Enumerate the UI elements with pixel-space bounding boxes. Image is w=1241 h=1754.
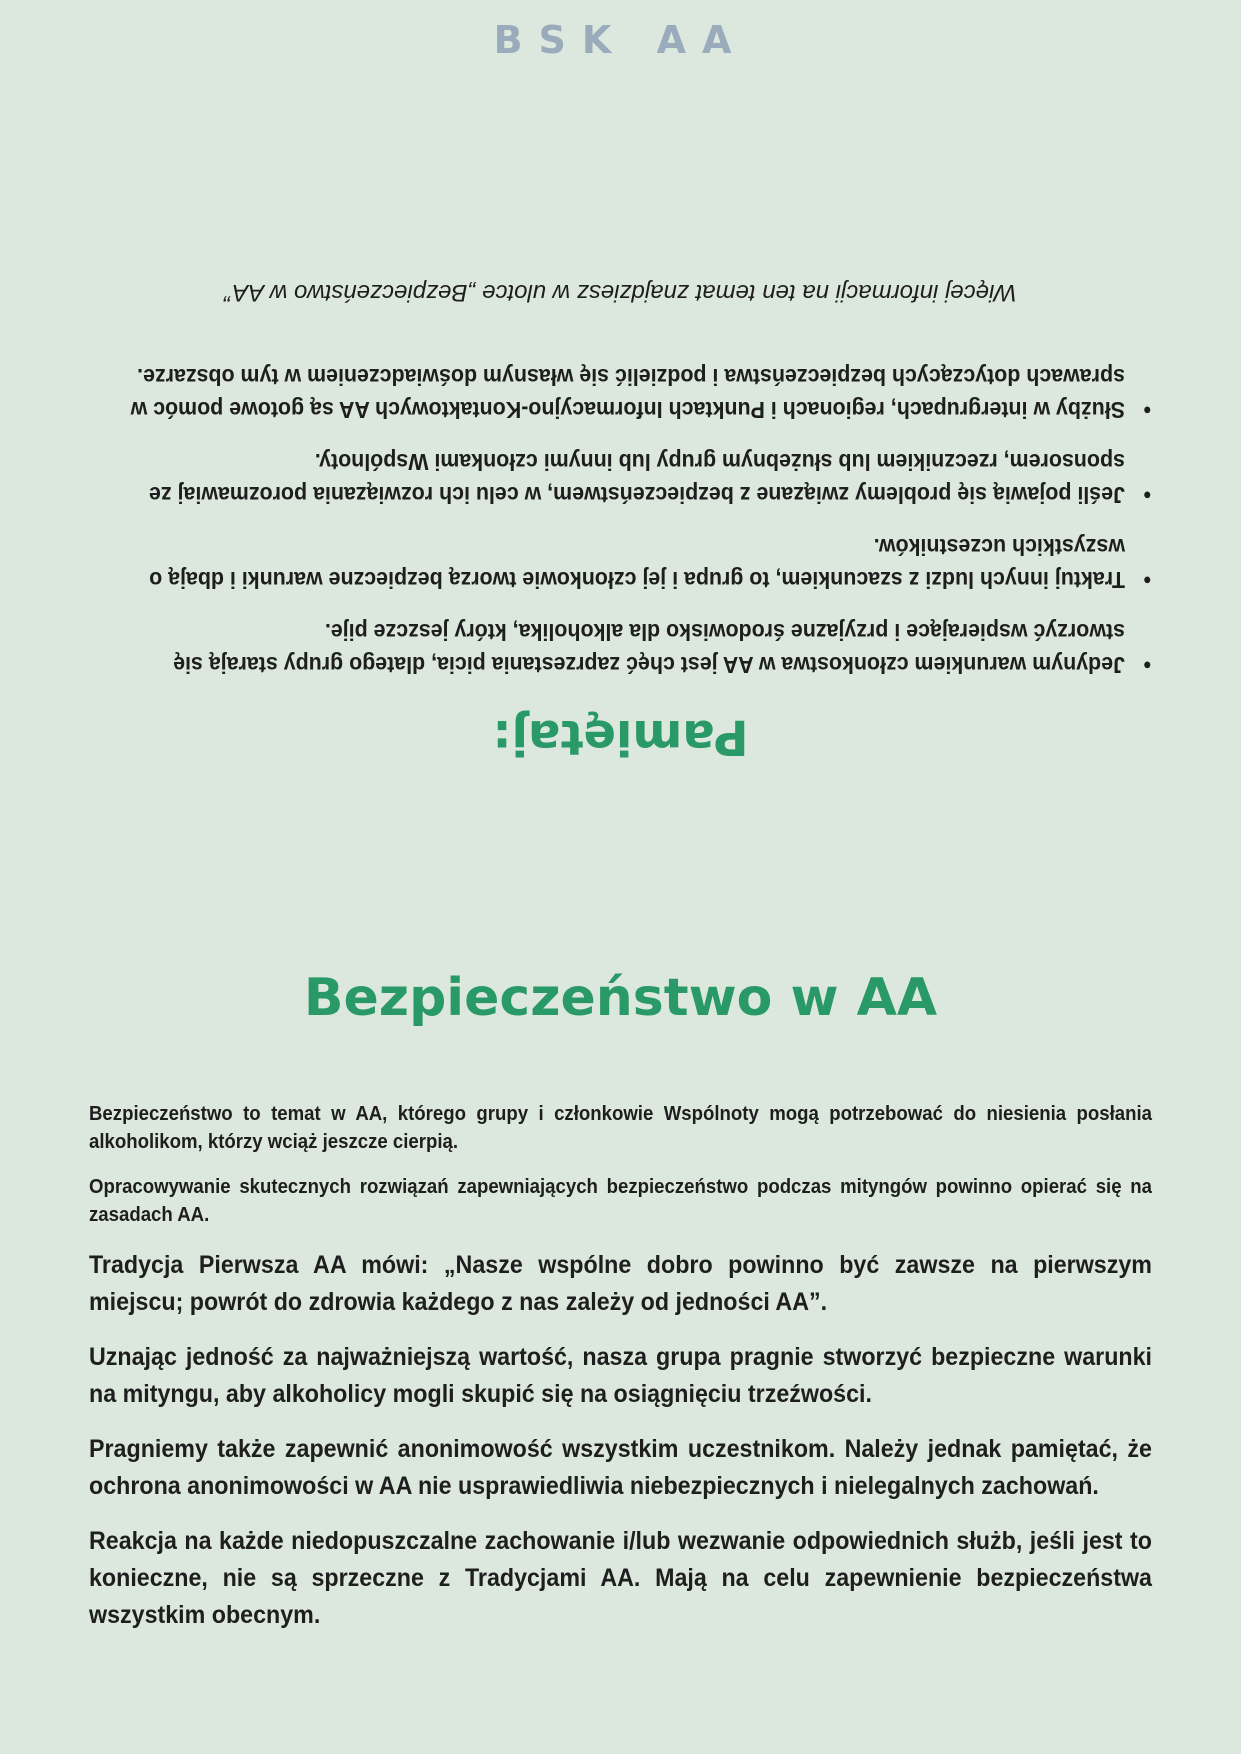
bullet-item: • Traktuj innych ludzi z szacunkiem, to grupa i jej członkowie tworzą bezpieczne warunki i dbają o wszystkich uczestników.	[95, 530, 1151, 596]
bullet-dot-icon: •	[1143, 567, 1151, 593]
paragraph-reaction: Reakcja na każde niedopuszczalne zachowanie i/lub wezwanie odpowiednich służb, jeśli jest to konieczne, nie są sprzeczne z Tradycjami AA. Mają na celu zapewnienie bezpieczeństwa wszystkim obecnym.	[89, 1527, 1152, 1629]
page-title: Bezpieczeństwo w AA	[303, 968, 938, 1028]
reversed-heading: Pamiętaj:	[492, 709, 749, 765]
tradition-lead: Tradycja Pierwsza AA mówi:	[89, 1251, 429, 1279]
bullet-dot-icon: •	[1143, 397, 1151, 423]
bullet-dot-icon: •	[1143, 652, 1151, 678]
bullet-item: • Jedynym warunkiem członkostwa w AA jest chęć zaprzestania picia, dlatego grupy starają się stworzyć wspierające i przyjazne środowisko dla alkoholika, który jeszcze pije.	[95, 615, 1151, 681]
bullet-item: • Jeśli pojawią się problemy związane z bezpieczeństwem, w celu ich rozwiązania porozmawiaj ze sponsorem, rzecznikiem lub służebnym grupy lub innymi członkami Wspólnoty.	[95, 445, 1151, 511]
bullet-item: • Służby w intergrupach, regionach i Punktach Informacyjno-Kontaktowych AA są gotowe pomóc w sprawach dotyczących bezpieczeństwa i podzielić się własnym doświadczeniem w tym obszarze.	[95, 360, 1151, 426]
main-content	[89, 1100, 1152, 1634]
intro-paragraph-2: Opracowywanie skutecznych rozwiązań zapewniających bezpieczeństwo podczas mityngów powinno opierać się na zasadach AA.	[89, 1176, 1152, 1226]
bullet-dot-icon: •	[1143, 482, 1151, 508]
reversed-section	[0, 165, 1241, 765]
reversed-note: Więcej informacji na ten temat znajdziesz w ulotce „Bezpieczeństwo w AA”	[224, 279, 1017, 306]
logo-text: BSK AA	[493, 18, 748, 62]
paragraph-unity: Uznając jedność za najważniejszą wartość, nasza grupa pragnie stworzyć bezpieczne warunki na mityngu, aby alkoholicy mogli skupić się na osiągnięciu trzeźwości.	[89, 1343, 1152, 1408]
intro-paragraph-1: Bezpieczeństwo to temat w AA, którego grupy i członkowie Wspólnoty mogą potrzebować do niesienia posłania alkoholikom, którzy wciąż jeszcze cierpią.	[89, 1103, 1152, 1153]
tradition-text: „Nasze wspólne dobro powinno być zawsze na pierwszym miejscu; powrót do zdrowia każdego z nas zależy od jedności AA”.	[89, 1251, 1152, 1316]
tradition-paragraph	[89, 1247, 1152, 1321]
paragraph-anonymity: Pragniemy także zapewnić anonimowość wszystkim uczestnikom. Należy jednak pamiętać, że ochrona anonimowości w AA nie usprawiedliwia niebezpiecznych i nielegalnych zachowań.	[89, 1435, 1152, 1500]
reversed-bullet-list	[90, 360, 1151, 681]
